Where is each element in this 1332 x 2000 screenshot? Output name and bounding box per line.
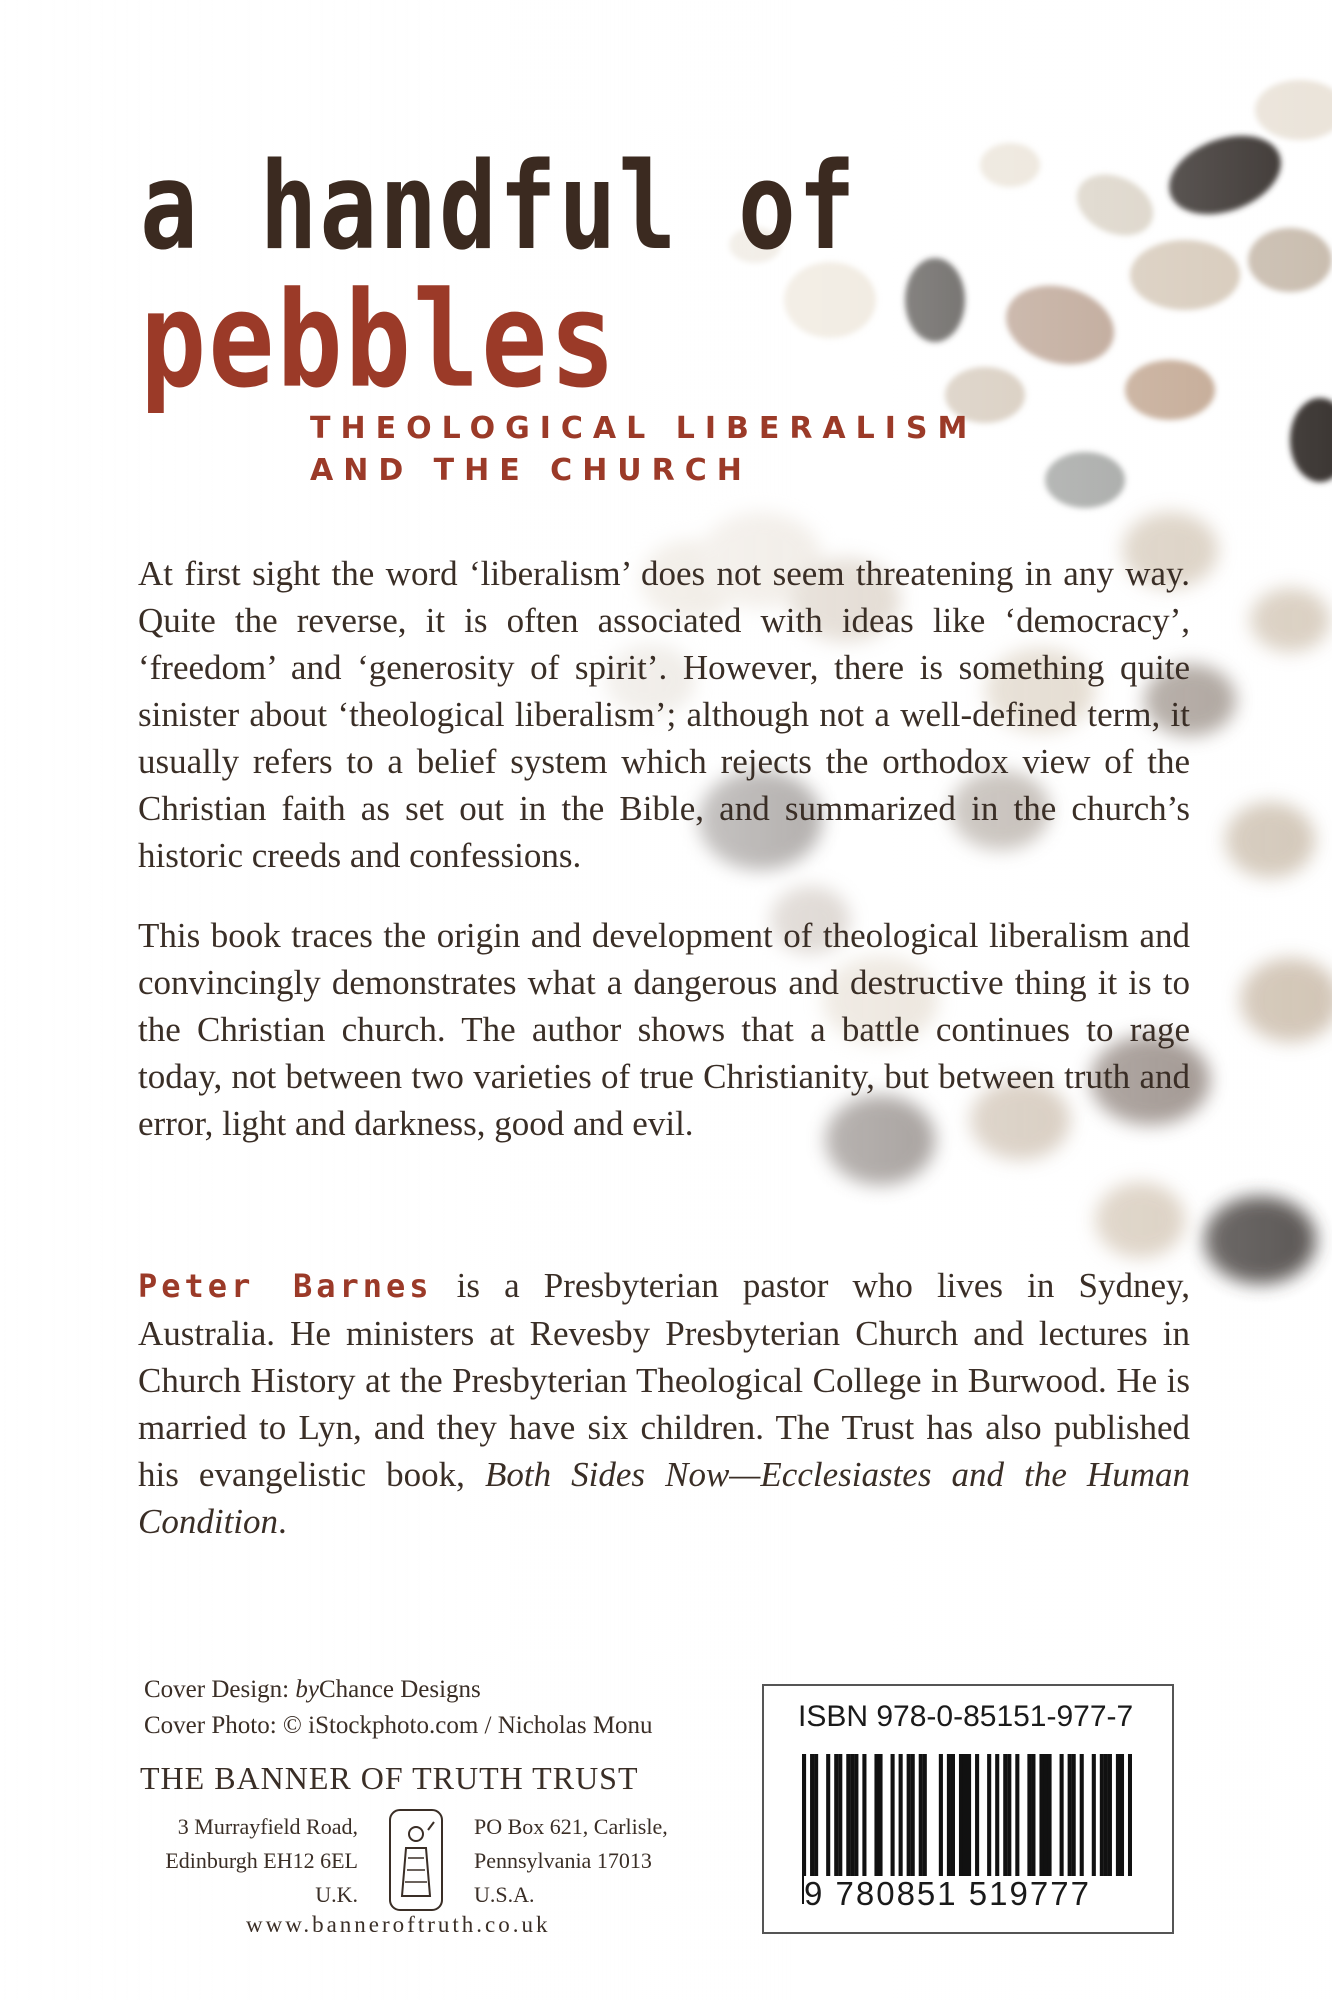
us-address-line2: Pennsylvania 17013 — [474, 1848, 652, 1873]
cover-design-label: Cover Design: — [144, 1676, 296, 1703]
book-title-line2: pebbles — [140, 263, 618, 417]
author-bio-end: . — [278, 1502, 287, 1541]
subtitle-line1: THEOLOGICAL LIBERALISM — [310, 411, 978, 446]
cover-design-credit — [144, 1672, 653, 1708]
publisher-logo-icon — [388, 1808, 444, 1912]
cover-photo-credit: Cover Photo: © iStockphoto.com / Nicholas Monu — [144, 1712, 653, 1739]
uk-address-line3: U.K. — [315, 1882, 358, 1907]
us-address-line1: PO Box 621, Carlisle, — [474, 1814, 668, 1839]
subtitle-line2: AND THE CHURCH — [310, 453, 752, 488]
cover-design-name: Chance Designs — [318, 1676, 481, 1703]
uk-address-line1: 3 Murrayfield Road, — [177, 1814, 358, 1839]
author-name: Peter Barnes — [138, 1267, 433, 1305]
blurb-paragraph-1: At first sight the word ‘liberalism’ does not seem threatening in any way. Quite the reverse, it is often associated with ideas like ‘democracy’, ‘freedom’ and ‘generosity of spirit’. However, there is something quite sinister about ‘theological liberalism’; although not a well-defined term, it usually refers to a belief system which rejects the orthodox view of the Christian faith as set out in the Bible, and summarized in the church’s historic creeds and confessions. — [138, 554, 1190, 875]
barcode-digits: 9 780851 519777 — [804, 1876, 1134, 1912]
publisher-block — [140, 1760, 688, 1937]
isbn-barcode-box — [762, 1684, 1174, 1934]
publisher-website: www.banneroftruth.co.uk — [246, 1912, 551, 1937]
author-bio — [138, 1262, 1190, 1545]
related-book-title: Both Sides Now—Ecclesiastes and the Human Condition — [138, 1455, 1190, 1541]
us-address-line3: U.S.A. — [474, 1882, 535, 1907]
uk-address-line2: Edinburgh EH12 6EL — [165, 1848, 358, 1873]
isbn-number: ISBN 978-0-85151-977-7 — [798, 1700, 1134, 1733]
cover-design-by: by — [295, 1676, 319, 1703]
book-title-line1: a handful of — [140, 136, 858, 277]
publisher-name: THE BANNER OF TRUTH TRUST — [140, 1760, 639, 1796]
uk-address — [165, 1810, 358, 1912]
book-subtitle — [310, 408, 977, 492]
blurb-paragraph-2: This book traces the origin and development of theological liberalism and convincingly demonstrates what a dangerous and destructive thing it is to the Christian church. The author shows that a battle continues to rage today, not between two varieties of true Christianity, but between truth and error, light and darkness, good and evil. — [138, 916, 1190, 1143]
author-bio-text: is a Presbyterian pastor who lives in Sydney, Australia. He ministers at Revesby Presbyterian Church and lectures in Church History at the Presbyterian Theological College in Burwood. He is married to Lyn, and they have six children. The Trust has also published his evangelistic book, — [138, 1266, 1190, 1494]
cover-credits — [144, 1672, 653, 1744]
us-address — [474, 1810, 668, 1912]
